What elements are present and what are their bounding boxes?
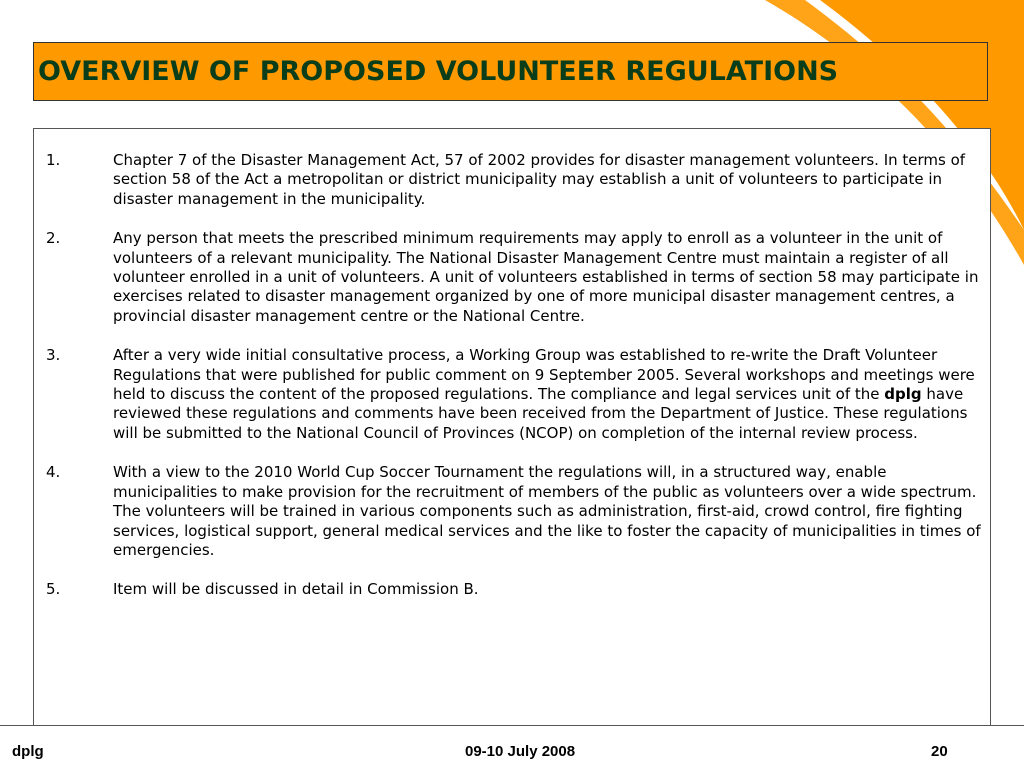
footer-date: 09-10 July 2008	[465, 743, 576, 760]
list-item	[46, 463, 981, 560]
item-number: 3.	[46, 346, 61, 365]
item-number: 1.	[46, 151, 61, 169]
page-number: 20	[931, 743, 948, 760]
item-number: 4.	[46, 463, 61, 482]
regulation-list	[46, 151, 981, 620]
content-box	[33, 128, 991, 726]
item-number: 2.	[46, 229, 61, 248]
item-text-part: After a very wide initial consultative process, a Working Group was established to re-write the Draft Volunteer Regulations that were published for public comment on 9 September 2005. Several workshops and meetings were held to discuss the content of the proposed regulations. The compliance and legal services unit of the	[113, 346, 975, 404]
title-banner	[33, 42, 988, 101]
item-text: Any person that meets the prescribed minimum requirements may apply to enroll as a volunteer in the unit of volunteers of a relevant municipality. The National Disaster Management Centre must maintain a register of all volunteer enrolled in a unit of volunteers. A unit of volunteers established in terms of section 58 may participate in exercises related to disaster management organized by one of more municipal disaster management centres, a provincial disaster management centre or the National Centre.	[113, 229, 979, 325]
list-item	[46, 229, 981, 326]
item-text: Chapter 7 of the Disaster Management Act, 57 of 2002 provides for disaster management volunteers. In terms of section 58 of the Act a metropolitan or district municipality may establish a unit of volunteers to participate in disaster management in the municipality.	[113, 151, 966, 208]
list-item	[46, 580, 981, 599]
slide-title: OVERVIEW OF PROPOSED VOLUNTEER REGULATIONS	[38, 56, 839, 87]
item-text-bold: dplg	[884, 385, 922, 404]
item-text-part: have reviewed these regulations and comments have been received from the Department of Justice. These regulations will be submitted to the National Council of Provinces (NCOP) on completion of the internal review process.	[113, 385, 968, 442]
item-text: Item will be discussed in detail in Commission B.	[113, 580, 479, 599]
item-number: 5.	[46, 580, 61, 599]
item-text: With a view to the 2010 World Cup Soccer Tournament the regulations will, in a structured way, enable municipalities to make provision for the recruitment of members of the public as volunteers over a wide spectrum. The volunteers will be trained in various components such as administration, first-aid, crowd control, fire fighting services, logistical support, general medical services and the like to foster the capacity of municipalities in times of emergencies.	[113, 463, 981, 559]
list-item	[46, 346, 981, 443]
list-item	[46, 151, 981, 209]
item-text	[113, 346, 981, 443]
footer-org: dplg	[12, 743, 44, 760]
footer-divider	[0, 725, 1024, 726]
